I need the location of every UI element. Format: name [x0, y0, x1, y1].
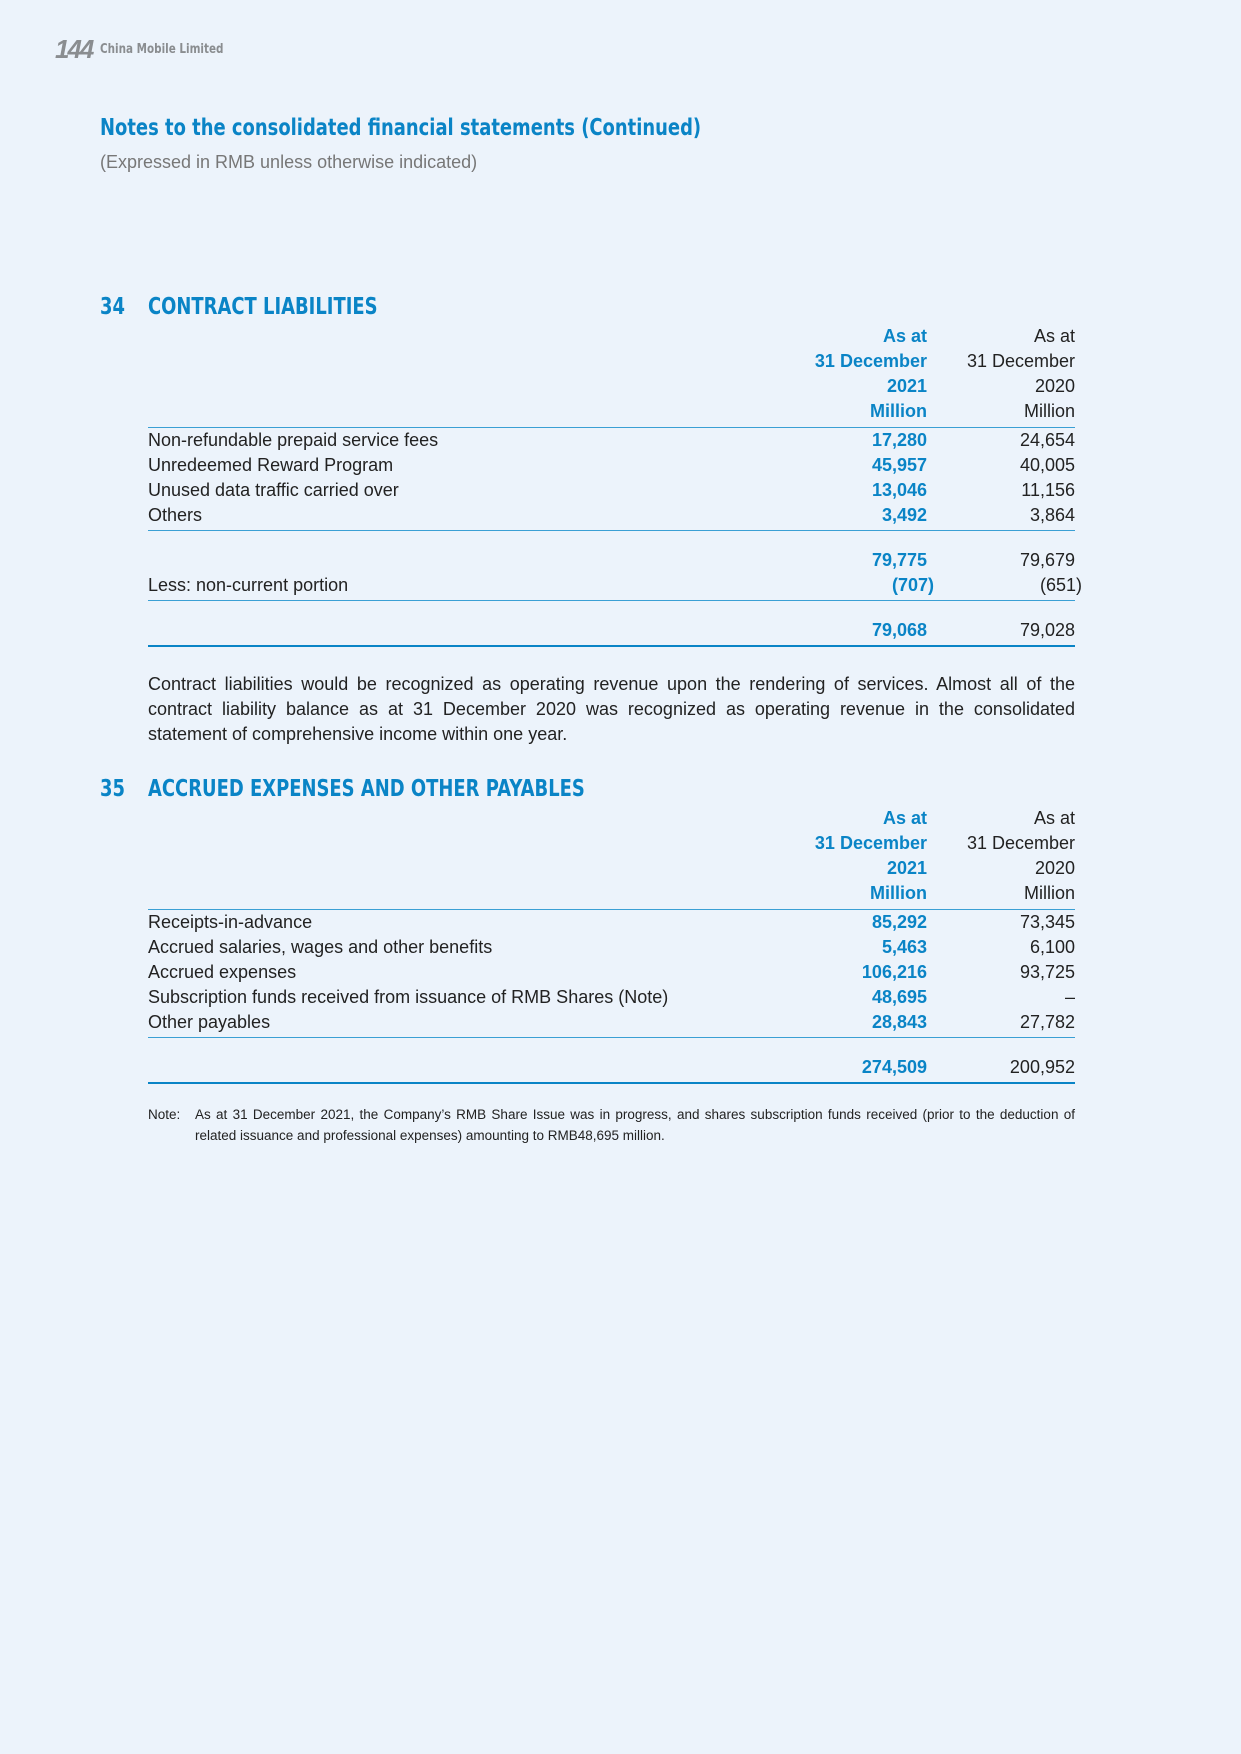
- value-2020: 3,864: [1029, 505, 1075, 525]
- row-label: Non-refundable prepaid service fees: [148, 430, 439, 450]
- page-title: Notes to the consolidated financial statements (Continued): [100, 115, 702, 141]
- col-header: As at: [1033, 808, 1075, 828]
- page-subtitle: (Expressed in RMB unless otherwise indicated): [100, 152, 478, 172]
- value-2020: 200,952: [1009, 1057, 1075, 1077]
- value-2021: 79,068: [871, 620, 927, 640]
- section-title: CONTRACT LIABILITIES: [148, 294, 378, 320]
- total-row: [148, 1055, 1075, 1080]
- table-row: [148, 985, 1075, 1010]
- value-2020: 73,345: [1019, 912, 1075, 932]
- header-row: [148, 374, 1075, 399]
- value-2021: 5,463: [881, 937, 927, 957]
- section-title: ACCRUED EXPENSES AND OTHER PAYABLES: [148, 776, 585, 802]
- divider: [148, 645, 1075, 647]
- col-header: 2020: [1034, 376, 1075, 396]
- contract-liabilities-table: [148, 324, 1082, 647]
- value-2021: 17,280: [871, 430, 927, 450]
- divider: [148, 530, 1075, 531]
- header-row: [148, 856, 1075, 881]
- header-row: [148, 324, 1075, 349]
- divider: [148, 1082, 1075, 1084]
- col-header: Million: [1023, 401, 1075, 421]
- value-2021: 48,695: [871, 987, 927, 1007]
- value-2020: 6,100: [1029, 937, 1075, 957]
- note: [148, 1104, 1075, 1146]
- value-2020: 24,654: [1019, 430, 1075, 450]
- value-2021: 13,046: [871, 480, 927, 500]
- table-row: [148, 428, 1075, 453]
- table-row: [148, 453, 1075, 478]
- company-name: China Mobile Limited: [100, 42, 224, 57]
- row-label: Unused data traffic carried over: [148, 480, 399, 500]
- accrued-expenses-table: [148, 806, 1075, 1084]
- row-label: Unredeemed Reward Program: [148, 455, 394, 475]
- table-row: [148, 573, 1082, 598]
- col-header: 31 December: [966, 351, 1075, 371]
- section-35: [100, 776, 1080, 1146]
- header-row: [148, 806, 1075, 831]
- value-2020: 40,005: [1019, 455, 1075, 475]
- section-heading: [100, 776, 1080, 806]
- value-2020: –: [1064, 987, 1075, 1007]
- value-2020: 79,028: [1019, 620, 1075, 640]
- col-header: Million: [870, 401, 927, 421]
- value-2021: 28,843: [871, 1012, 927, 1032]
- value-2021: 45,957: [871, 455, 927, 475]
- section-number: 35: [100, 776, 125, 802]
- value-2020: (651): [1039, 575, 1082, 595]
- total-row: [148, 618, 1075, 643]
- header-row: [148, 349, 1075, 374]
- col-header: As at: [1033, 326, 1075, 346]
- col-header: As at: [882, 808, 927, 828]
- table-row: [148, 503, 1075, 528]
- value-2021: 274,509: [861, 1057, 927, 1077]
- note-text: As at 31 December 2021, the Company’s RMB Share Issue was in progress, and shares subscription funds received (prior to the deduction of related issuance and professional expenses) amounting to RMB48,695 million.: [195, 1107, 1075, 1143]
- col-header: 31 December: [814, 351, 927, 371]
- value-2020: 11,156: [1021, 480, 1075, 500]
- value-2021: 85,292: [871, 912, 927, 932]
- value-2021: 79,775: [871, 550, 927, 570]
- subtotal-row: [148, 548, 1075, 573]
- col-header: 31 December: [966, 833, 1075, 853]
- table-row: [148, 478, 1075, 503]
- table-row: [148, 1010, 1075, 1035]
- divider: [148, 1037, 1075, 1038]
- value-2020: 93,725: [1019, 962, 1075, 982]
- table-row: [148, 935, 1075, 960]
- value-2020: 27,782: [1019, 1012, 1075, 1032]
- table-row: [148, 960, 1075, 985]
- section-34: [100, 294, 1080, 747]
- col-header: 2021: [886, 376, 927, 396]
- note-label: Note:: [148, 1107, 181, 1122]
- col-header: 2020: [1034, 858, 1075, 878]
- divider: [148, 600, 1075, 601]
- row-label: Accrued salaries, wages and other benefits: [148, 937, 493, 957]
- row-label: Less: non-current portion: [148, 575, 349, 595]
- col-header: Million: [870, 883, 927, 903]
- value-2021: 3,492: [881, 505, 927, 525]
- page-number: 144: [55, 34, 93, 64]
- col-header: As at: [882, 326, 927, 346]
- col-header: 2021: [886, 858, 927, 878]
- header-row: [148, 399, 1075, 424]
- header-row: [148, 831, 1075, 856]
- value-2021: (707): [891, 575, 934, 595]
- row-label: Receipts-in-advance: [148, 912, 313, 932]
- col-header: 31 December: [814, 833, 927, 853]
- paragraph: Contract liabilities would be recognized as operating revenue upon the rendering of services. Almost all of the contract liability balance as at 31 December 2020 was recognized as operating revenue in the consolidated statement of comprehensive income within one year.: [148, 674, 1075, 744]
- row-label: Others: [148, 505, 203, 525]
- row-label: Subscription funds received from issuance of RMB Shares (Note): [148, 987, 669, 1007]
- table-row: [148, 910, 1075, 935]
- header-row: [148, 881, 1075, 906]
- row-label: Other payables: [148, 1012, 271, 1032]
- value-2020: 79,679: [1019, 550, 1075, 570]
- value-2021: 106,216: [861, 962, 927, 982]
- section-number: 34: [100, 294, 125, 320]
- col-header: Million: [1023, 883, 1075, 903]
- section-heading: [100, 294, 1080, 324]
- row-label: Accrued expenses: [148, 962, 297, 982]
